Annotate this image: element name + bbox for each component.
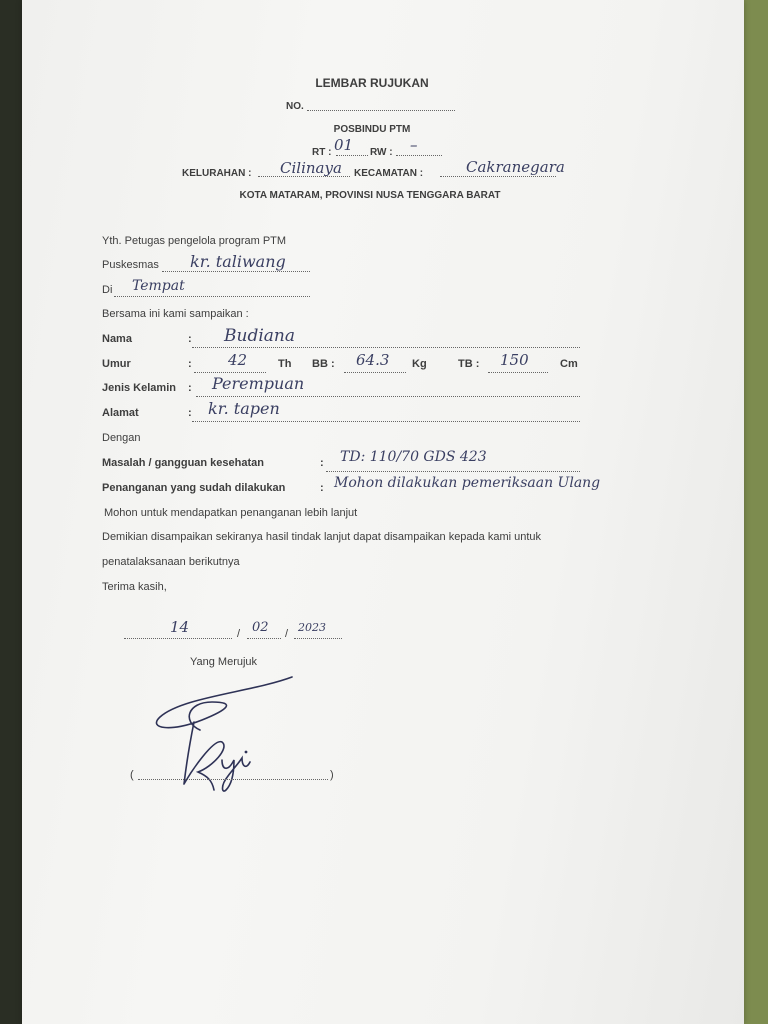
rw-line: [396, 155, 442, 156]
rt-label: RT :: [312, 147, 332, 158]
dengan-text: Dengan: [102, 432, 141, 444]
date-month: 02: [252, 620, 269, 635]
referral-form-paper: [22, 0, 744, 1024]
penanganan-value: Mohon dilakukan pemeriksaan Ulang: [334, 475, 601, 491]
alamat-label: Alamat: [102, 407, 139, 419]
no-label: NO.: [286, 101, 304, 112]
umur-value: 42: [228, 351, 248, 369]
no-line: [307, 110, 455, 111]
masalah-label: Masalah / gangguan kesehatan: [102, 457, 264, 469]
umur-line: [194, 372, 266, 373]
jenis-kelamin-label: Jenis Kelamin: [102, 382, 176, 394]
kecamatan-label: KECAMATAN :: [354, 168, 424, 179]
demikian-line-2: penatalaksanaan berikutnya: [102, 556, 240, 568]
puskesmas-value: kr. taliwang: [190, 252, 286, 271]
date-month-line: [247, 638, 281, 639]
tb-line: [488, 372, 548, 373]
alamat-value: kr. tapen: [208, 399, 280, 418]
kecamatan-line: [440, 176, 556, 177]
date-day-line: [124, 638, 232, 639]
terima-kasih-text: Terima kasih,: [102, 581, 167, 593]
kelurahan-label: KELURAHAN :: [182, 168, 252, 179]
date-year-line: [294, 638, 342, 639]
cm-unit: Cm: [560, 358, 578, 370]
umur-colon: :: [188, 358, 192, 370]
alamat-line: [192, 421, 580, 422]
nama-line: [192, 347, 580, 348]
bb-value: 64.3: [356, 351, 390, 369]
jenis-kelamin-line: [196, 396, 580, 397]
di-line: [114, 296, 310, 297]
rw-value: –: [410, 136, 418, 154]
umur-label: Umur: [102, 358, 131, 370]
kg-unit: Kg: [412, 358, 427, 370]
jenis-kelamin-value: Perempuan: [212, 374, 305, 393]
signature-paren-open: (: [130, 769, 134, 781]
th-unit: Th: [278, 358, 292, 370]
alamat-colon: :: [188, 407, 192, 419]
kecamatan-value: Cakranegara: [466, 158, 565, 176]
date-day: 14: [170, 618, 190, 636]
handwritten-signature: [142, 672, 322, 802]
form-title: LEMBAR RUJUKAN: [315, 76, 429, 90]
date-year: 2023: [298, 621, 326, 634]
date-sep-1: /: [237, 628, 241, 640]
signature-name-line: [138, 779, 328, 780]
masalah-colon: :: [320, 457, 324, 469]
jenis-kelamin-colon: :: [188, 382, 192, 394]
di-label: Di: [102, 284, 113, 296]
city-line: KOTA MATARAM, PROVINSI NUSA TENGGARA BARAT: [239, 190, 501, 201]
rt-value: 01: [334, 136, 354, 154]
puskesmas-line: [162, 271, 310, 272]
masalah-line: [326, 471, 580, 472]
mohon-text: Mohon untuk mendapatkan penanganan lebih lanjut: [104, 507, 358, 519]
penanganan-label: Penanganan yang sudah dilakukan: [102, 482, 286, 494]
bb-line: [344, 372, 406, 373]
bb-label: BB :: [312, 358, 335, 370]
demikian-line-1: Demikian disampaikan sekiranya hasil tindak lanjut dapat disampaikan kepada kami untuk: [102, 531, 542, 543]
date-sep-2: /: [285, 628, 289, 640]
signature-paren-close: ): [330, 769, 334, 781]
masalah-value: TD: 110/70 GDS 423: [340, 449, 487, 465]
puskesmas-label: Puskesmas: [102, 259, 159, 271]
rt-line: [336, 155, 368, 156]
rw-label: RW :: [370, 147, 393, 158]
penanganan-colon: :: [320, 482, 324, 494]
yang-merujuk-text: Yang Merujuk: [190, 656, 258, 668]
intro-text: Bersama ini kami sampaikan :: [102, 308, 249, 320]
kelurahan-value: Cilinaya: [280, 159, 342, 177]
tb-value: 150: [500, 351, 529, 369]
posbindu-label: POSBINDU PTM: [333, 124, 411, 135]
nama-label: Nama: [102, 333, 132, 345]
tb-label: TB :: [458, 358, 480, 370]
nama-value: Budiana: [224, 326, 295, 346]
yth-text: Yth. Petugas pengelola program PTM: [102, 235, 287, 247]
di-value: Tempat: [132, 278, 185, 294]
nama-colon: :: [188, 333, 192, 345]
